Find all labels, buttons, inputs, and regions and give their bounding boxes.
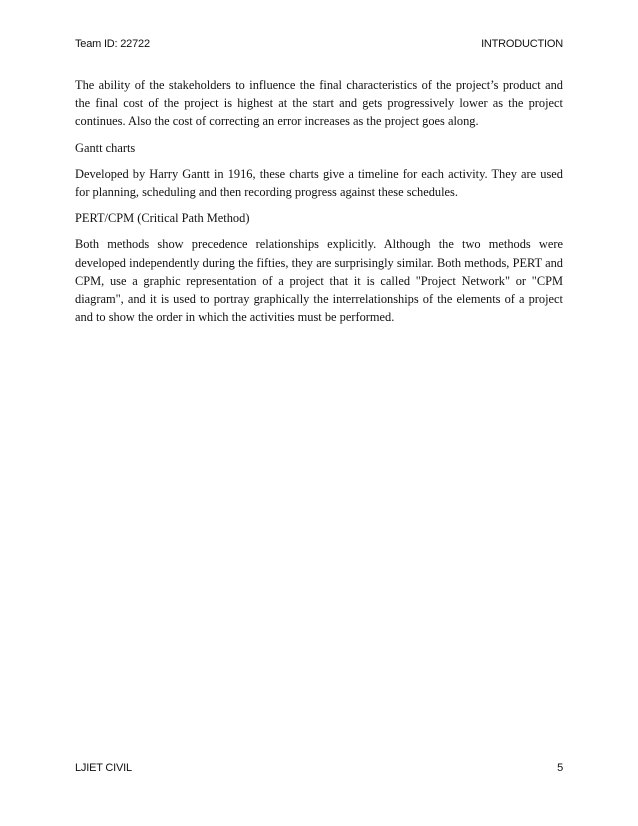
footer-institution: LJIET CIVIL bbox=[75, 762, 132, 774]
pert-paragraph: Both methods show precedence relationships explicitly. Although the two methods were developed independently during the fifties, they are surprisingly similar. Both methods, PERT and CPM, use a graphic representation of a project that it is called "Project Network" or "CPM diagram", and it is used to portray graphically the interrelationships of the elements of a project and to show the order in which the activities must be performed. bbox=[75, 237, 563, 325]
page-body bbox=[75, 76, 563, 334]
intro-paragraph: The ability of the stakeholders to influence the final characteristics of the project’s product and the final cost of the project is highest at the start and gets progressively lower as the project continues. Also the cost of correcting an error increases as the project goes along. bbox=[75, 78, 563, 129]
gantt-heading: Gantt charts bbox=[75, 140, 136, 155]
section-title: INTRODUCTION bbox=[481, 38, 563, 50]
page-header bbox=[75, 38, 563, 54]
team-id: Team ID: 22722 bbox=[75, 38, 150, 50]
page-footer bbox=[75, 762, 563, 778]
gantt-paragraph: Developed by Harry Gantt in 1916, these charts give a timeline for each activity. They are used for planning, scheduling and then recording progress against these schedules. bbox=[75, 166, 563, 200]
page-number: 5 bbox=[557, 762, 563, 774]
pert-heading: PERT/CPM (Critical Path Method) bbox=[75, 211, 250, 226]
